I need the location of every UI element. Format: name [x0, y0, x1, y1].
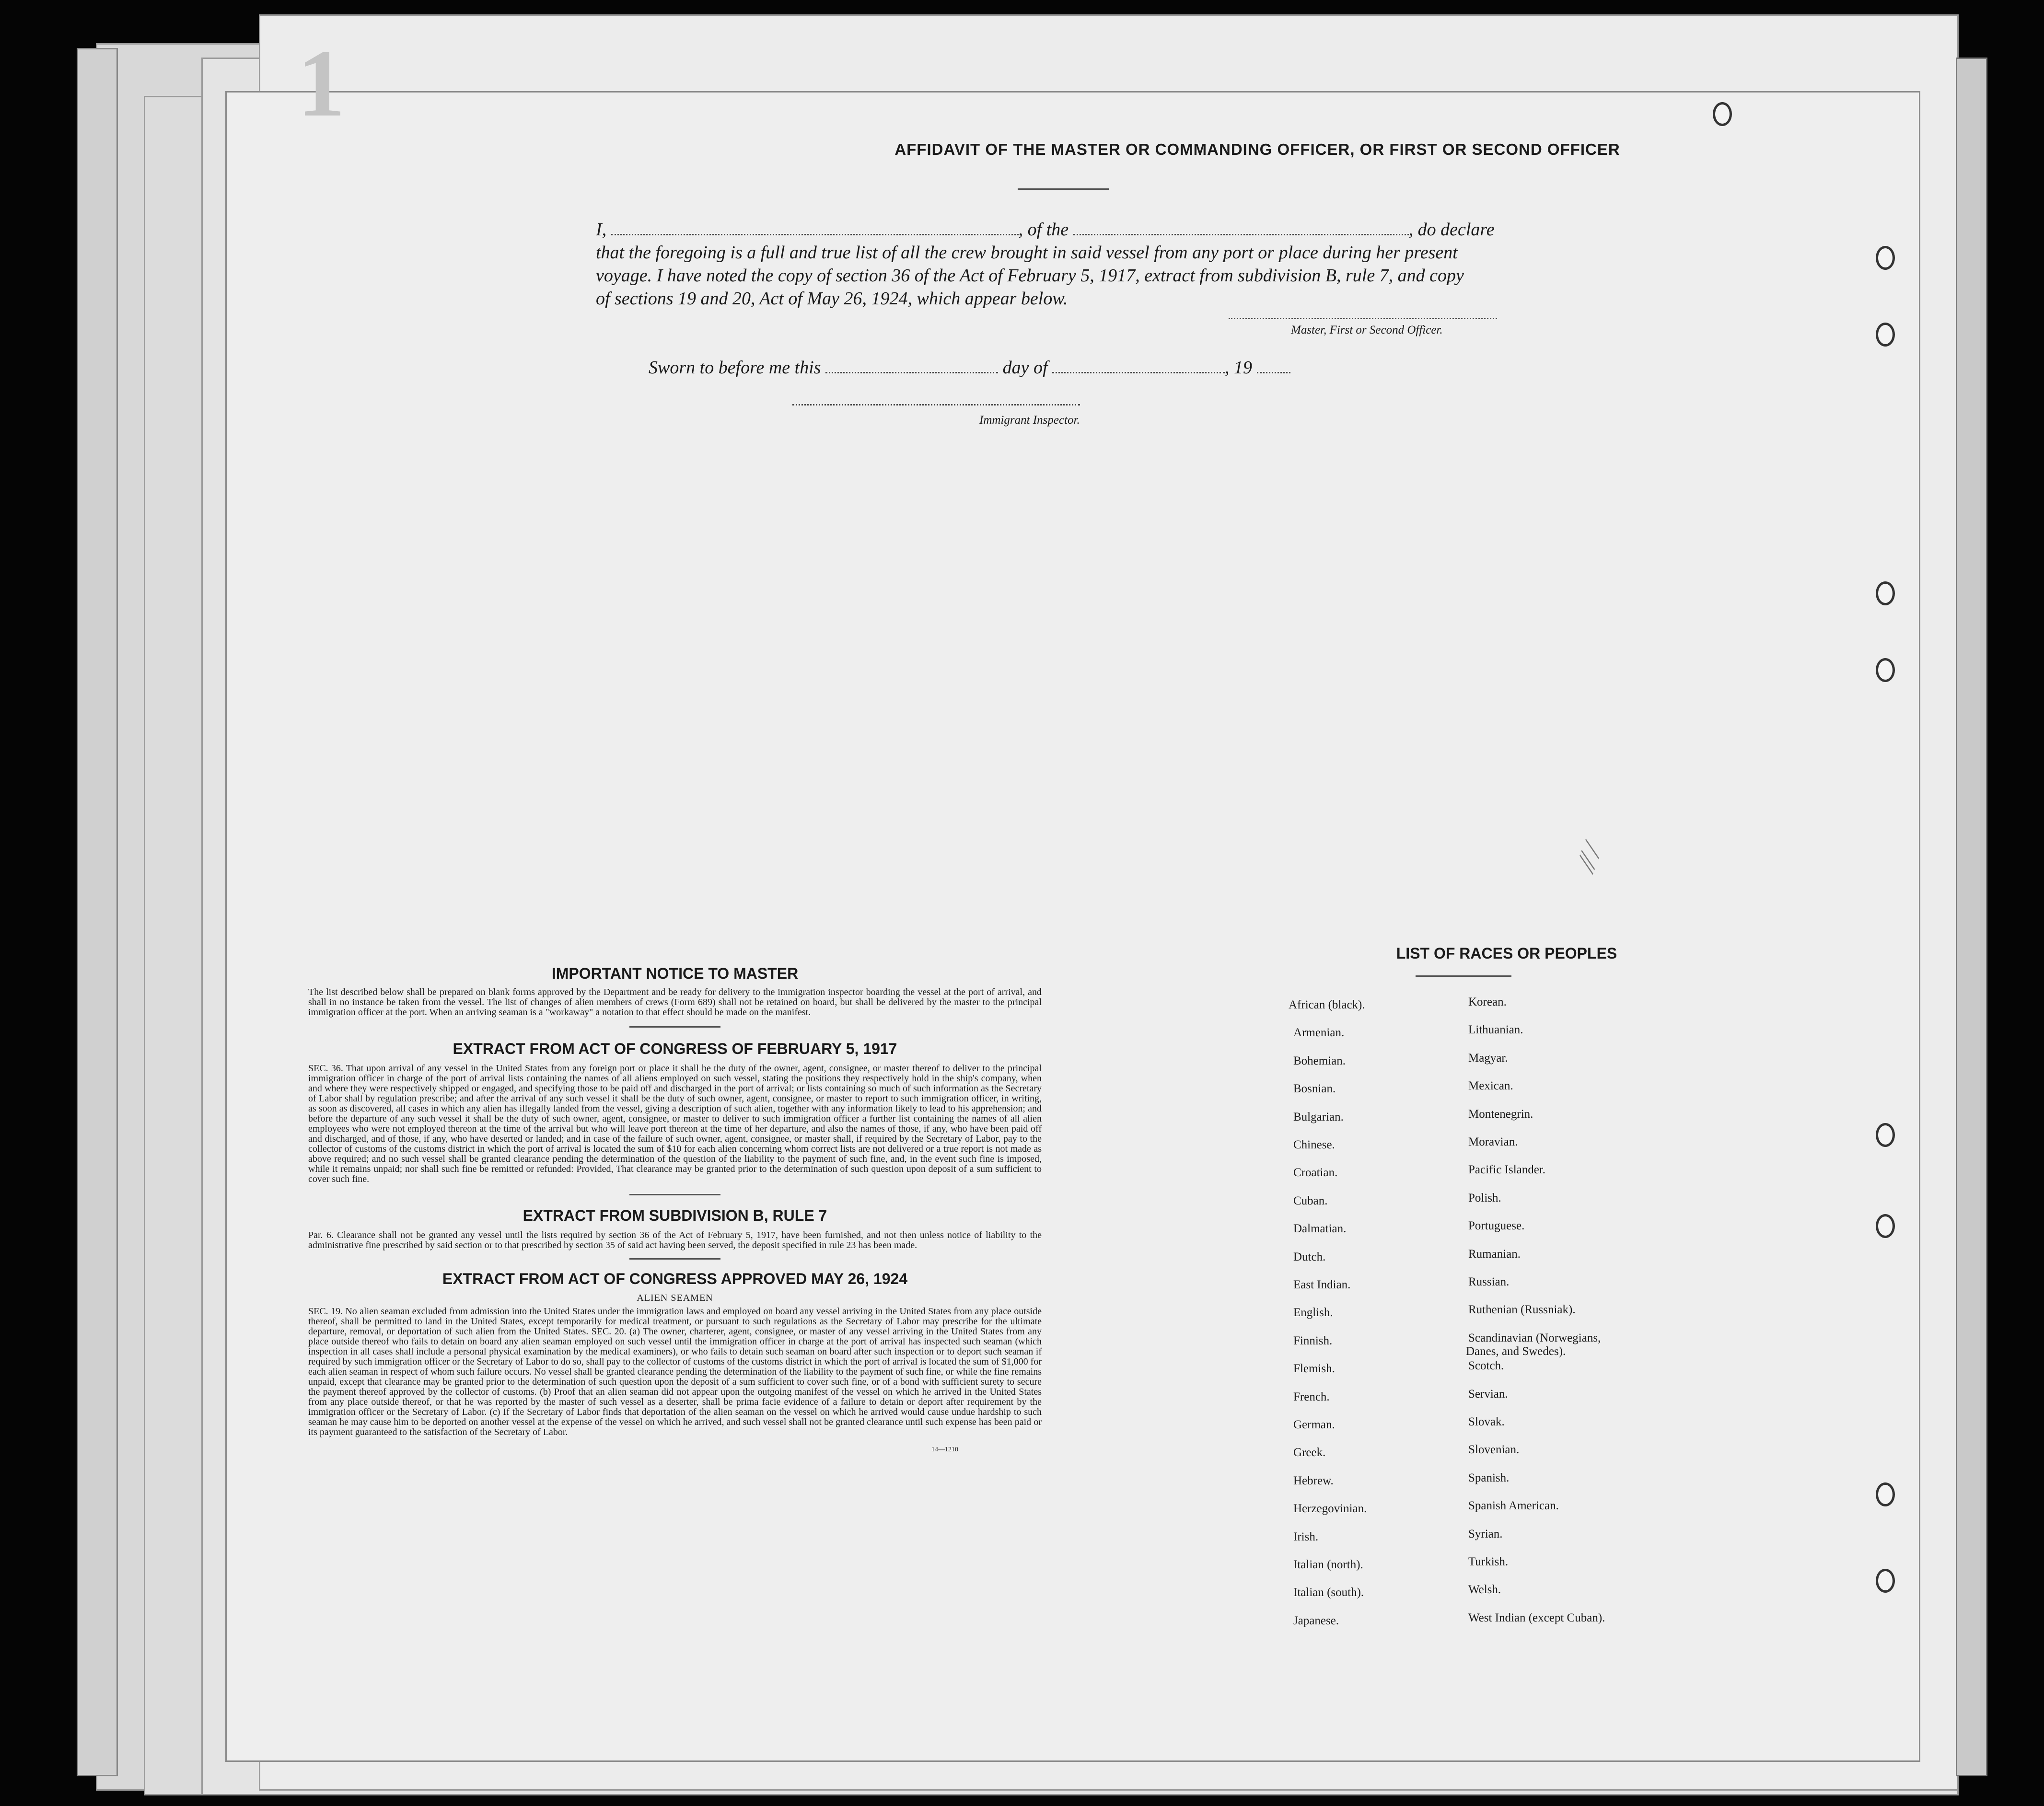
binder-hole [1876, 246, 1895, 270]
race-item: Montenegrin. [1468, 1107, 1533, 1121]
race-item: English. [1293, 1306, 1333, 1320]
sworn-day-of: day of [1002, 358, 1048, 378]
race-item: Rumanian. [1468, 1247, 1521, 1261]
race-item: Croatian. [1293, 1166, 1338, 1180]
race-item: Servian. [1468, 1387, 1508, 1401]
extract-1917-body: SEC. 36. That upon arrival of any vessel in the United States from any foreign port or place it shall be the duty of the owner, agent, consignee, or master thereof to deliver to the principal immigration officer in charge of the port of arrival lists containing the names of all aliens employed on such vessel, stating the positions they respectively hold in the ship's company, when and where they were respectively shipped or engaged, and specifying those to be paid off and discharged in the port of arrival; or lists containing so much of such information as the Secretary of Labor shall by regulation prescribe; and after the arrival of any such vessel it shall be the duty of such owner, agent, consignee, or master to report to such immigration officer, in writing, as soon as discovered, all cases in which any alien has illegally landed from the vessel, giving a description of such alien, together with any information likely to lead to his apprehension; and before the departure of any such vessel it shall be the duty of such owner, agent, consignee, or master to deliver to such immigration officer a further list containing the names of all alien employees who were not employed thereon at the time of the arrival but who will leave port thereon at the time of her departure, and also the names of those, if any, who have been paid off and discharged, and of those, if any, who have deserted or landed; and in case of the failure of such owner, agent, consignee, or master shall, if required by the Secretary of Labor, pay to the collector of customs of the customs district in which the port of arrival is located the sum of $10 for each alien concerning whom correct lists are not delivered or a true report is not made as above required; and no such vessel shall be granted clearance pending the determination of the question of the liability to the payment of such fine, and, in the event such fine is imposed, while it remains unpaid; nor shall such fine be remitted or refunded: Provided, That clearance may be granted prior to the determination of such question upon deposit of a sum sufficient to cover such fine. [308, 1063, 1042, 1184]
extract-1924-subtitle: ALIEN SEAMEN [637, 1293, 713, 1303]
race-item: Lithuanian. [1468, 1023, 1523, 1037]
affidavit-line-3: voyage. I have noted the copy of section 36 of the Act of February 5, 1917, extract from subdivision B, rule 7, and copy [596, 266, 1464, 286]
race-item: Scandinavian (Norwegians, [1468, 1331, 1601, 1344]
notice-body: The list described below shall be prepared on blank forms approved by the Department and be ready for delivery to the immigration inspector boarding the vessel at the port of arrival, and shall in no instance be taken from the vessel. The list of changes of alien members of crews (Form 689) shall not be retained on board, but shall be delivered by the master to the principal immigration officer at the port. When an arriving seaman is a "workaway" a notation to that effect should be made on the manifest. [308, 987, 1042, 1018]
right-page-edges [1956, 58, 1987, 1776]
race-item: Hebrew. [1293, 1474, 1334, 1487]
vessel-blank [1073, 220, 1409, 235]
race-item: Pacific Islander. [1468, 1163, 1546, 1177]
race-item: Polish. [1468, 1191, 1501, 1204]
race-item: Portuguese. [1468, 1219, 1525, 1233]
race-item: Syrian. [1468, 1527, 1503, 1540]
notice-rule [629, 1026, 720, 1028]
bleed-through-number: 1 [297, 31, 345, 137]
master-signature-line [1229, 318, 1497, 319]
race-item: German. [1293, 1418, 1335, 1431]
sworn-day-blank [825, 359, 998, 373]
race-item: Russian. [1468, 1275, 1510, 1288]
race-item: Danes, and Swedes). [1466, 1344, 1566, 1358]
race-item: Turkish. [1468, 1555, 1509, 1568]
master-signature-label: Master, First or Second Officer. [1291, 324, 1443, 336]
rule7-body: Par. 6. Clearance shall not be granted any vessel until the lists required by section 36 of the Act of February 5, 1917, have been furnished, and not then unless notice of liability to the administrative fine prescribed by said section or to that prescribed by section 35 of said act having been served, the deposit specified in rule 23 has been made. [308, 1230, 1042, 1250]
race-item: Italian (south). [1293, 1586, 1364, 1599]
notice-title: IMPORTANT NOTICE TO MASTER [551, 965, 799, 982]
binder-hole [1876, 581, 1895, 605]
races-rule [1416, 975, 1511, 977]
race-item: Cuban. [1293, 1194, 1328, 1207]
race-item: Mexican. [1468, 1079, 1513, 1093]
race-item: Greek. [1293, 1446, 1326, 1459]
extract-1924-body: SEC. 19. No alien seaman excluded from admission into the United States under the immigration laws and employed on board any vessel arriving in the United States from any place outside thereof, shall be permitted to land in the United States, except temporarily for medical treatment, or pursuant to such regulations as the Secretary of Labor may prescribe for the ultimate departure, removal, or deportation of such alien from the United States. SEC. 20. (a) The owner, charterer, agent, consignee, or master of any vessel arriving in the United States from any place outside thereof who fails to detain on board any alien seaman employed on such vessel until the immigration officer in charge at the port of arrival has inspected such seaman (which inspection in all cases shall include a personal physical examination by the medical examiners), or who fails to detain such seaman on board after such inspection or to deport such seaman if required by such immigration officer or the Secretary of Labor to do so, shall pay to the collector of customs of the customs district in which the port of arrival is located the sum of $1,000 for each alien seaman in respect of whom such failure occurs. No vessel shall be granted clearance pending the determination of the liability to the payment of such fine, or while the fine remains unpaid, except that clearance may be granted prior to the determination of such question upon the deposit of a sum sufficient to cover such fine, or of a bond with sufficient surety to secure the payment thereof approved by the collector of customs. (b) Proof that an alien seaman did not appear upon the outgoing manifest of the vessel on which he arrived in the United States from any place outside thereof, or that he was reported by the master of such vessel as a deserter, shall be prima facie evidence of a failure to detain or deport after requirement by the immigration officer or the Secretary of Labor. (c) If the Secretary of Labor finds that deportation of the alien seaman on the vessel on which he arrived would cause undue hardship to such seaman he may cause him to be deported on another vessel at the expense of the vessel on which he arrived, and such vessel shall not be granted clearance until such expense has been paid or its payment guaranteed to the satisfaction of the Secretary of Labor. [308, 1306, 1042, 1437]
binder-hole [1876, 323, 1895, 347]
binder-hole [1876, 1482, 1895, 1506]
binder-hole [1713, 102, 1732, 126]
race-item: Bosnian. [1293, 1082, 1336, 1096]
race-item: Ruthenian (Russniak). [1468, 1303, 1576, 1317]
name-blank [611, 220, 1019, 235]
affidavit-line-1 [596, 218, 1842, 241]
binder-hole [1876, 1214, 1895, 1238]
race-item: West Indian (except Cuban). [1468, 1611, 1605, 1624]
race-item: Spanish. [1468, 1471, 1510, 1484]
rule7-title: EXTRACT FROM SUBDIVISION B, RULE 7 [523, 1207, 827, 1224]
sworn-start: Sworn to before me this [649, 358, 821, 378]
manifest-page [225, 91, 1920, 1762]
race-item: Irish. [1293, 1530, 1319, 1543]
races-title: LIST OF RACES OR PEOPLES [1396, 945, 1617, 962]
affidavit-line-4: of sections 19 and 20, Act of May 26, 1924, which appear below. [596, 289, 1068, 309]
race-item: Italian (north). [1293, 1558, 1363, 1571]
race-item: Moravian. [1468, 1135, 1518, 1148]
form-number: 14—1210 [931, 1446, 958, 1453]
pencil-annotation: ⁄⁄ ⁄ [1570, 841, 1608, 872]
race-item: Dalmatian. [1293, 1222, 1347, 1236]
inspector-signature-line [792, 404, 1080, 405]
sworn-year-blank [1257, 359, 1290, 373]
race-item: East Indian. [1293, 1278, 1351, 1291]
inspector-signature-label: Immigrant Inspector. [979, 414, 1080, 427]
notices-column [308, 965, 1042, 1454]
extract-1917-rule [629, 1194, 720, 1195]
race-item: Flemish. [1293, 1362, 1335, 1376]
race-item: Slovak. [1468, 1415, 1505, 1428]
sworn-month-blank [1052, 359, 1225, 373]
race-item: African (black). [1289, 998, 1365, 1011]
declare-of-the: , of the [1018, 220, 1069, 240]
race-item: Dutch. [1293, 1250, 1326, 1263]
extract-1924-title: EXTRACT FROM ACT OF CONGRESS APPROVED MAY 26, 1924 [442, 1270, 908, 1287]
affidavit-title: AFFIDAVIT OF THE MASTER OR COMMANDING OFFICER, OR FIRST OR SECOND OFFICER [894, 140, 1620, 158]
binder-hole [1876, 1569, 1895, 1593]
affidavit-line-2: that the foregoing is a full and true list of all the crew brought in said vessel from any port or place during her present [596, 243, 1458, 263]
title-rule [1018, 188, 1109, 190]
declare-end: , do declare [1408, 220, 1495, 240]
race-item: Bulgarian. [1293, 1110, 1344, 1123]
race-item: Spanish American. [1468, 1499, 1559, 1513]
rule7-rule [629, 1258, 720, 1260]
race-item: Herzegovinian. [1293, 1502, 1367, 1516]
race-item: Chinese. [1293, 1138, 1335, 1151]
binder-hole [1876, 658, 1895, 682]
left-page-edges [77, 48, 118, 1776]
binder-hole [1876, 1123, 1895, 1147]
extract-1917-title: EXTRACT FROM ACT OF CONGRESS OF FEBRUARY 5, 1917 [453, 1040, 897, 1057]
declare-i: I, [596, 220, 607, 240]
sworn-line [649, 356, 1290, 379]
race-item: Korean. [1468, 996, 1507, 1008]
race-item: Japanese. [1293, 1614, 1339, 1627]
race-item: Welsh. [1468, 1583, 1501, 1597]
race-item: Armenian. [1293, 1026, 1345, 1040]
race-item: Slovenian. [1468, 1443, 1520, 1457]
race-item: Magyar. [1468, 1051, 1508, 1065]
race-item: Scotch. [1468, 1359, 1504, 1373]
race-item: Bohemian. [1293, 1054, 1346, 1067]
race-item: Finnish. [1293, 1334, 1333, 1347]
sworn-year-prefix: , 19 [1225, 358, 1253, 378]
race-item: French. [1293, 1390, 1330, 1403]
